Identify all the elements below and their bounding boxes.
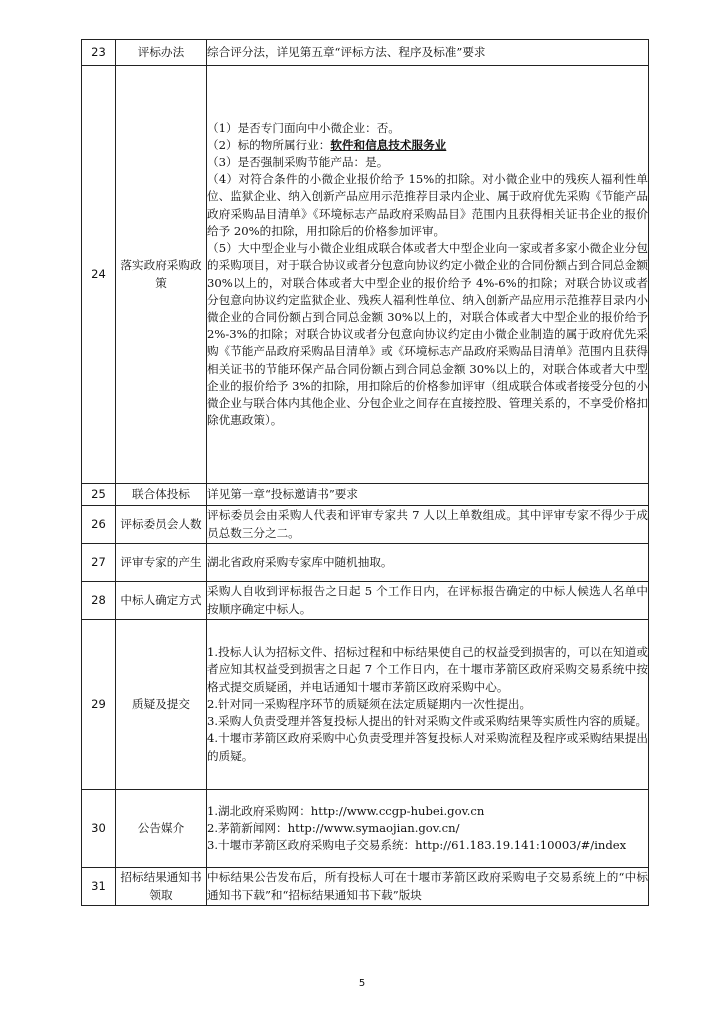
table-row — [82, 506, 649, 544]
row-item: 评标委员会人数 — [116, 506, 207, 544]
content-line — [207, 137, 648, 154]
content-line: 1.湖北政府采购网：http://www.ccgp-hubei.gov.cn — [207, 803, 485, 818]
content-line: 3.采购人负责受理并答复投标人提出的针对采购文件或采购结果等实质性内容的质疑。 — [207, 714, 648, 729]
row-content — [207, 544, 649, 582]
table-row — [82, 790, 649, 868]
row-item: 评审专家的产生 — [116, 544, 207, 582]
content-line: （4）对符合条件的小微企业报价给予 15%的扣除。对小微企业中的残疾人福利性单位、监狱企业、纳入创新产品应用示范推荐目录内企业、属于政府优先采购《节能产品政府采购品目清单》《环境标志产品政府采购品目》范围内且获得相关证书企业的报价给予 20%的扣除，用扣除后的价格参加评审。 — [207, 172, 648, 238]
row-number: 29 — [82, 620, 116, 790]
table-row — [82, 40, 649, 66]
content-line: 2.茅箭新闻网：http://www.symaojian.gov.cn/ — [207, 820, 460, 835]
content-line: 湖北省政府采购专家库中随机抽取。 — [207, 554, 393, 569]
row-content — [207, 582, 649, 620]
table-row — [82, 484, 649, 506]
row-number: 24 — [82, 66, 116, 484]
row-content — [207, 484, 649, 506]
row-content — [207, 868, 649, 906]
content-line: 1.投标人认为招标文件、招标过程和中标结果使自己的权益受到损害的，可以在知道或者应知其权益受到损害之日起 7 个工作日内，在十堰市茅箭区政府采购交易系统中按格式提交质疑函，并电话通知十堰市茅箭区政府采购中心。 — [207, 645, 648, 694]
content-line: 中标结果公告发布后，所有投标人可在十堰市茅箭区政府采购电子交易系统上的“中标通知书下载”和“招标结果通知书下载”版块 — [207, 870, 648, 902]
row-content — [207, 40, 649, 66]
content-line: 详见第一章“投标邀请书”要求 — [207, 486, 358, 501]
table-row — [82, 620, 649, 790]
table-row — [82, 868, 649, 906]
row-item: 招标结果通知书领取 — [116, 868, 207, 906]
row-content — [207, 506, 649, 544]
bid-info-table — [81, 39, 649, 906]
table-row — [82, 66, 649, 484]
row-number: 26 — [82, 506, 116, 544]
row-item: 联合体投标 — [116, 484, 207, 506]
table-row — [82, 544, 649, 582]
row-number: 31 — [82, 868, 116, 906]
row-content — [207, 66, 649, 484]
industry-label: （2）标的物所属行业： — [207, 137, 331, 152]
content-line: 3.十堰市茅箭区政府采购电子交易系统：http://61.183.19.141:10003/#/index — [207, 838, 627, 853]
row-number: 27 — [82, 544, 116, 582]
industry-value: 软件和信息技术服务业 — [330, 137, 447, 152]
row-item: 质疑及提交 — [116, 620, 207, 790]
content-line: 评标委员会由采购人代表和评审专家共 7 人以上单数组成。其中评审专家不得少于成员总数三分之二。 — [207, 508, 648, 540]
content-line: 4.十堰市茅箭区政府采购中心负责受理并答复投标人对采购流程及程序或采购结果提出的质疑。 — [207, 731, 648, 763]
content-line: （1）是否专门面向中小微企业：否。 — [207, 120, 400, 135]
page-number: 5 — [358, 978, 366, 989]
row-item: 落实政府采购政策 — [116, 66, 207, 484]
row-item: 公告媒介 — [116, 790, 207, 868]
content-line: （5）大中型企业与小微企业组成联合体或者大中型企业向一家或者多家小微企业分包的采购项目，对于联合协议或者分包意向协议约定小微企业的合同份额占到合同总金额 30%以上的，对联合体或者大中型企业的报价给予 4%-6%的扣除；对联合协议或者分包意向协议约定监狱企业、残疾人福利性单位、纳入创新产品应用示范推荐目录内小微企业的合同份额占到合同总金额 30%以上的，对联合体或者大中型企业的报价给予 2%-3%的扣除；对联合协议或者分包意向协议约定由小微企业制造的属于政府优先采购《节能产品政府采购品目清单》或《环境标志产品政府采购品目清单》范围内且获得相关证书的节能环保产品合同份额占到合同总金额 30%以上的，对联合体或者大中型企业的报价给予 3%的扣除，用扣除后的价格参加评审（组成联合体或者接受分包的小微企业与联合体内其他企业、分包企业之间存在直接控股、管理关系的，不享受价格扣除优惠政策）。 — [207, 241, 648, 428]
row-content — [207, 790, 649, 868]
content-line: 综合评分法，详见第五章“评标方法、程序及标准”要求 — [207, 44, 486, 59]
row-number: 28 — [82, 582, 116, 620]
table-row — [82, 582, 649, 620]
row-number: 25 — [82, 484, 116, 506]
content-line: 采购人自收到评标报告之日起 5 个工作日内，在评标报告确定的中标人候选人名单中按顺序确定中标人。 — [207, 584, 648, 616]
row-item: 评标办法 — [116, 40, 207, 66]
row-content — [207, 620, 649, 790]
content-line: 2.针对同一采购程序环节的质疑须在法定质疑期内一次性提出。 — [207, 696, 532, 711]
row-item: 中标人确定方式 — [116, 582, 207, 620]
row-number: 23 — [82, 40, 116, 66]
content-line: （3）是否强制采购节能产品：是。 — [207, 155, 389, 170]
row-number: 30 — [82, 790, 116, 868]
